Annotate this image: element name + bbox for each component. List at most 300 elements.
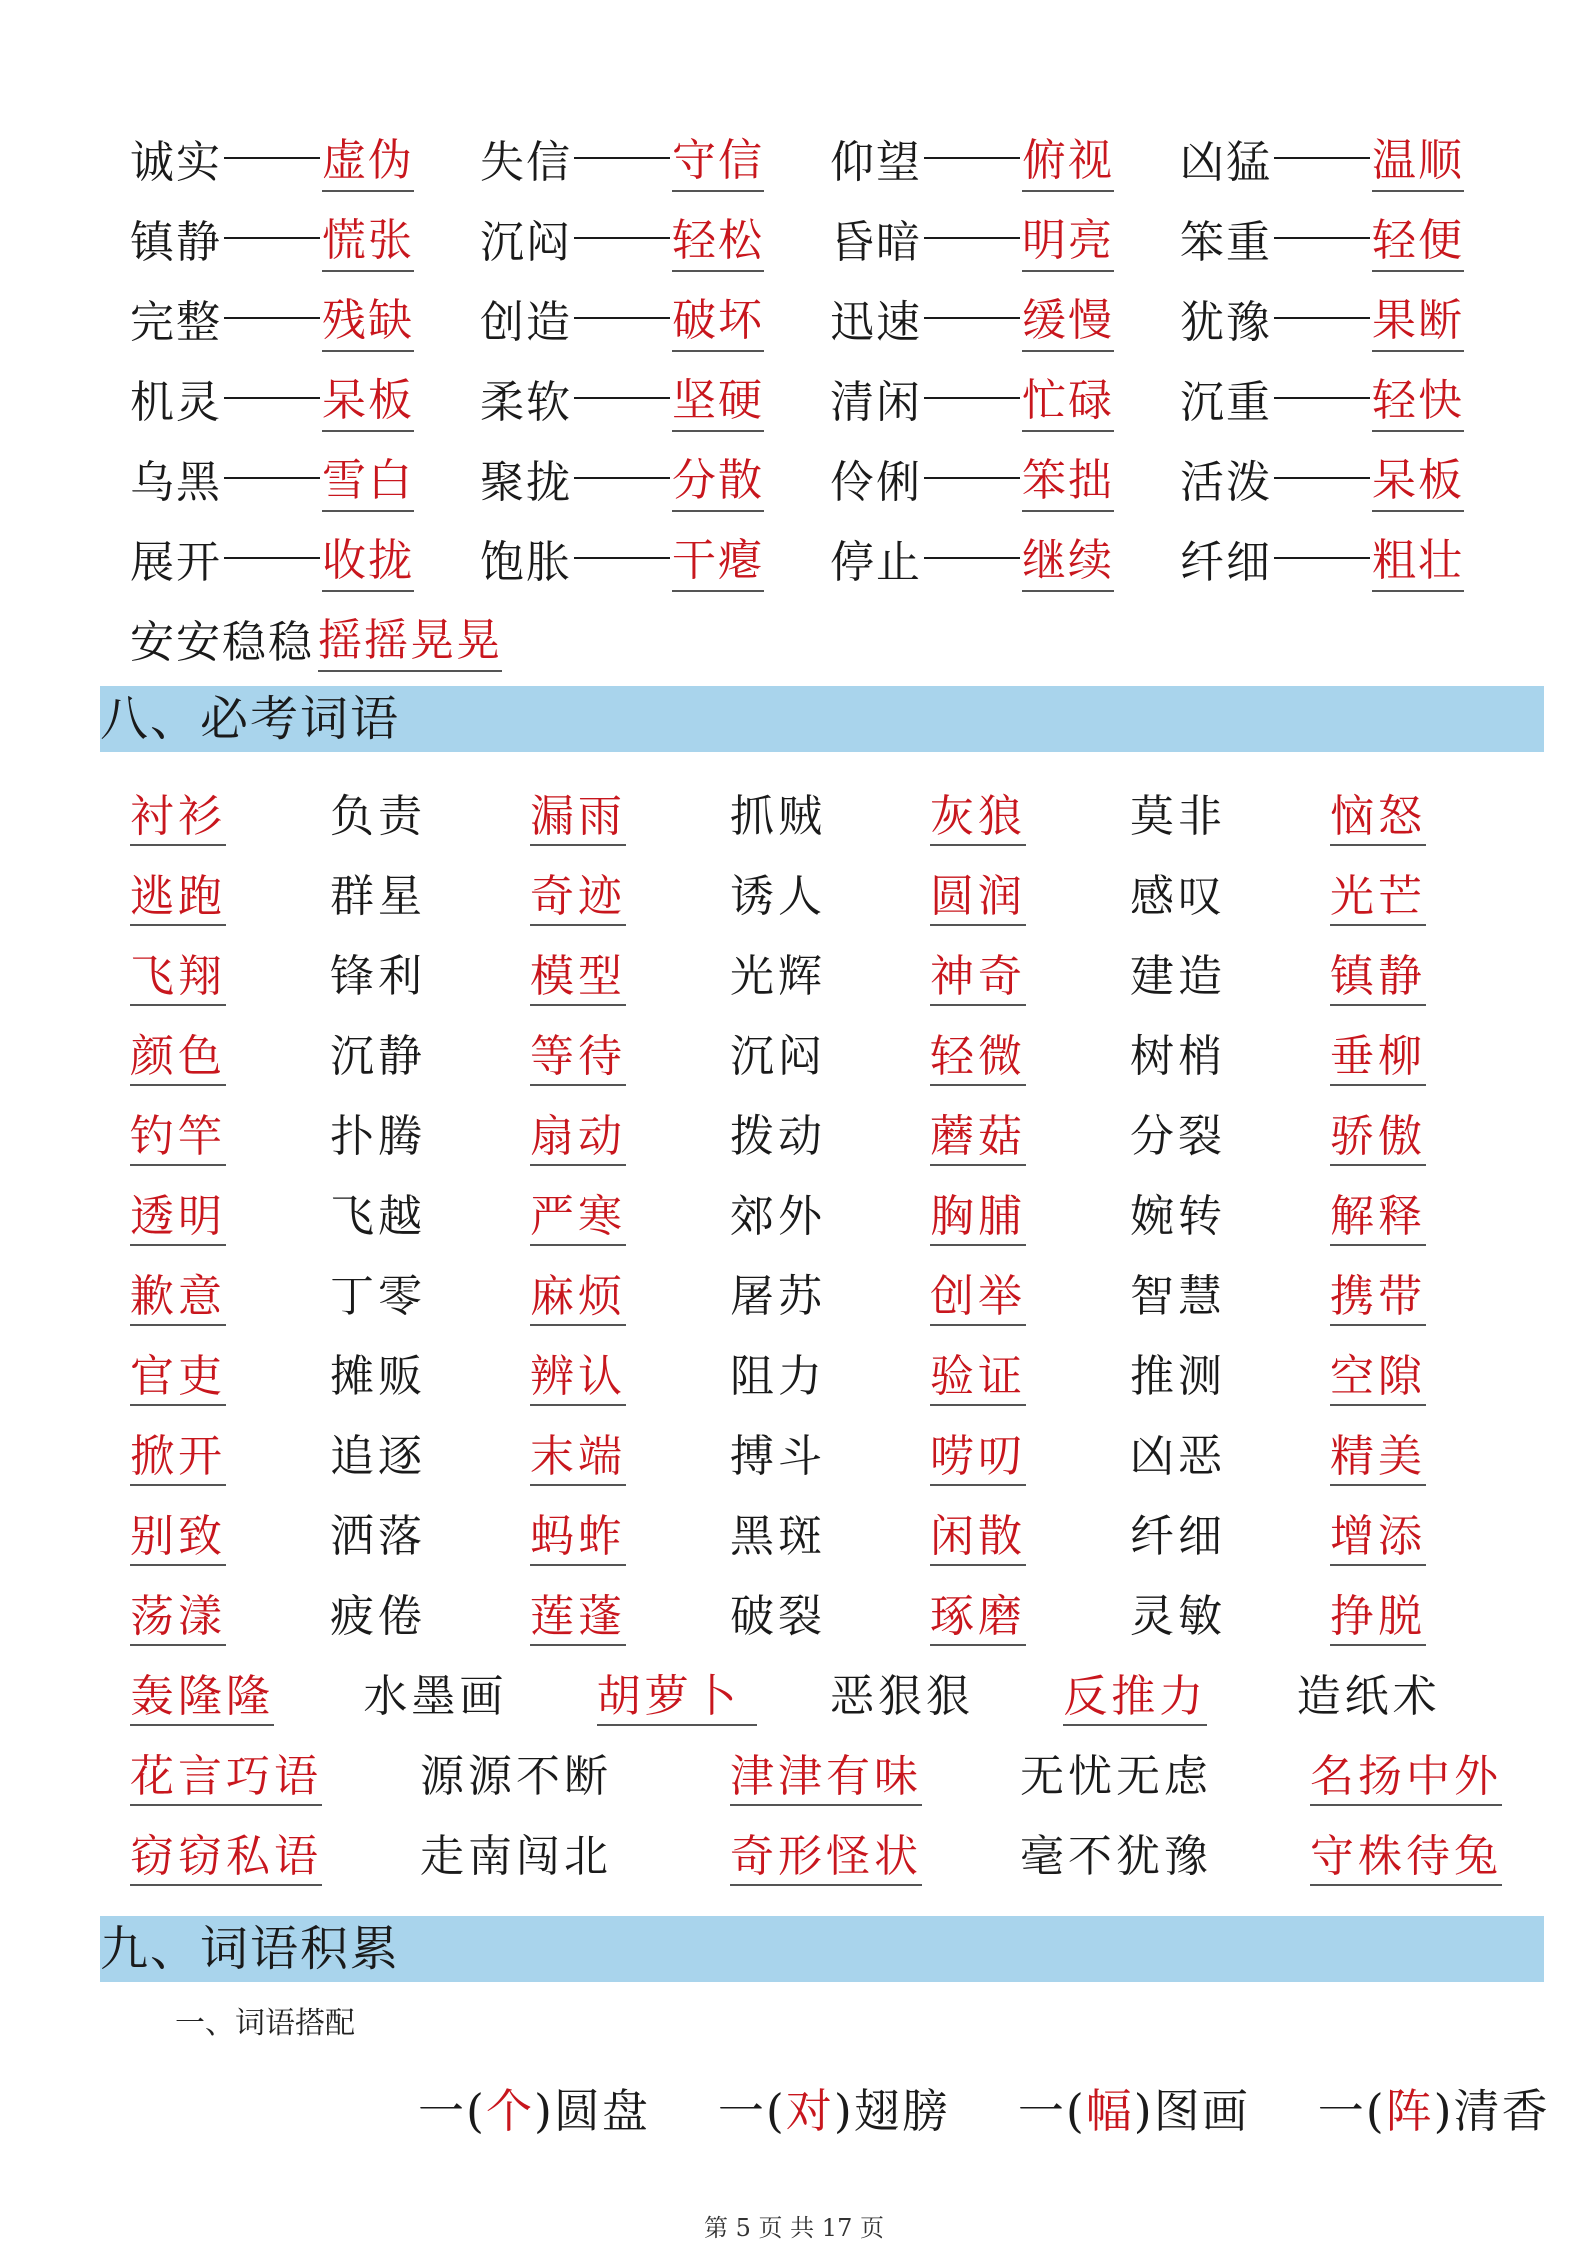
antonym-word: 笨重 xyxy=(1180,217,1272,268)
vocab-cell xyxy=(1330,860,1530,924)
vocab-word-highlight: 严寒 xyxy=(530,1191,626,1246)
vocab-word: 抓贼 xyxy=(730,791,826,842)
antonym-pair xyxy=(480,364,830,432)
antonym-pair xyxy=(830,364,1180,432)
antonym-word: 诚实 xyxy=(130,137,222,188)
dash-line xyxy=(924,317,1020,319)
vocab-word-highlight: 琢磨 xyxy=(930,1591,1026,1646)
vocab-cell xyxy=(330,940,530,1004)
antonym-pair xyxy=(830,524,1180,592)
vocab-word: 恶狠狠 xyxy=(829,1671,974,1722)
antonym-word: 镇静 xyxy=(130,217,222,268)
vocab-word-highlight: 唠叨 xyxy=(930,1431,1026,1486)
vocab-row xyxy=(130,1732,1530,1812)
vocab-row-three-char xyxy=(130,1652,1530,1732)
vocab-cell xyxy=(730,1020,930,1084)
antonym-pair xyxy=(480,204,830,272)
vocab-word-highlight: 携带 xyxy=(1330,1271,1426,1326)
vocab-cell xyxy=(1330,1500,1530,1564)
vocab-cell xyxy=(330,1100,530,1164)
measure-suffix: )清香 xyxy=(1433,2084,1550,2138)
dash-line xyxy=(924,237,1020,239)
antonym-word: 清闲 xyxy=(830,377,922,428)
vocab-cell xyxy=(730,1340,930,1404)
measure-prefix: 一( xyxy=(418,2084,486,2138)
vocab-word: 建造 xyxy=(1130,951,1226,1002)
vocab-word-highlight: 神奇 xyxy=(930,951,1026,1006)
antonym-pair xyxy=(480,444,830,512)
antonym-word: 柔软 xyxy=(480,377,572,428)
antonym-pair xyxy=(480,284,830,352)
antonym-word: 纤细 xyxy=(1180,537,1272,588)
vocab-cell xyxy=(130,1820,420,1884)
vocab-word: 婉转 xyxy=(1130,1191,1226,1242)
vocab-cell xyxy=(1130,780,1330,844)
vocab-word: 疲倦 xyxy=(330,1591,426,1642)
antonym-answer: 分散 xyxy=(672,444,764,512)
antonym-pair xyxy=(130,604,502,672)
vocab-word: 走南闯北 xyxy=(420,1831,612,1882)
dash-line xyxy=(574,237,670,239)
antonym-pair xyxy=(1180,444,1530,512)
antonym-pair xyxy=(1180,124,1530,192)
vocab-word: 负责 xyxy=(330,791,426,842)
vocab-word-highlight: 蘑菇 xyxy=(930,1111,1026,1166)
section-8-title: 八、必考词语 xyxy=(100,691,401,747)
vocab-cell xyxy=(1130,1340,1330,1404)
vocab-word-highlight: 奇形怪状 xyxy=(730,1831,922,1886)
dash-line xyxy=(574,317,670,319)
antonym-word: 停止 xyxy=(830,537,922,588)
vocab-word: 水墨画 xyxy=(363,1671,508,1722)
vocab-cell xyxy=(130,1260,330,1324)
vocab-cell xyxy=(930,1500,1130,1564)
vocab-word-highlight: 莲蓬 xyxy=(530,1591,626,1646)
antonym-row xyxy=(130,278,1530,358)
vocab-word: 造纸术 xyxy=(1296,1671,1441,1722)
vocab-word: 智慧 xyxy=(1130,1271,1226,1322)
antonym-word: 凶猛 xyxy=(1180,137,1272,188)
antonym-pair xyxy=(830,284,1180,352)
vocab-word: 树梢 xyxy=(1130,1031,1226,1082)
vocab-cell xyxy=(530,1340,730,1404)
antonym-pair xyxy=(830,444,1180,512)
vocab-cell xyxy=(730,780,930,844)
antonym-answer: 轻便 xyxy=(1372,204,1464,272)
vocab-cell xyxy=(130,1500,330,1564)
measure-phrase xyxy=(1018,2075,1250,2141)
dash-line xyxy=(1274,557,1370,559)
vocab-word: 源源不断 xyxy=(420,1751,612,1802)
vocab-word-highlight: 挣脱 xyxy=(1330,1591,1426,1646)
vocab-cell xyxy=(130,1100,330,1164)
vocab-word-highlight: 轻微 xyxy=(930,1031,1026,1086)
vocab-word-highlight: 透明 xyxy=(130,1191,226,1246)
dash-line xyxy=(224,237,320,239)
dash-line xyxy=(574,557,670,559)
vocab-cell xyxy=(130,1180,330,1244)
vocab-cell xyxy=(530,1100,730,1164)
antonym-word: 展开 xyxy=(130,537,222,588)
vocab-word: 黑斑 xyxy=(730,1511,826,1562)
vocab-cell xyxy=(730,1420,930,1484)
vocab-word: 拨动 xyxy=(730,1111,826,1162)
vocab-cell xyxy=(1130,1180,1330,1244)
vocab-word-highlight: 模型 xyxy=(530,951,626,1006)
section-9-title: 九、词语积累 xyxy=(100,1921,401,1977)
vocab-cell xyxy=(730,940,930,1004)
vocab-cell xyxy=(1330,1180,1530,1244)
antonym-row xyxy=(130,358,1530,438)
antonym-answer: 忙碌 xyxy=(1022,364,1114,432)
vocab-cell xyxy=(1330,940,1530,1004)
vocab-cell xyxy=(1297,1660,1530,1724)
antonym-answer: 缓慢 xyxy=(1022,284,1114,352)
vocab-word-highlight: 胸脯 xyxy=(930,1191,1026,1246)
antonym-list xyxy=(130,118,1530,678)
vocab-word-highlight: 骄傲 xyxy=(1330,1111,1426,1166)
antonym-row xyxy=(130,598,1530,678)
antonym-pair xyxy=(130,284,480,352)
vocab-cell xyxy=(130,1340,330,1404)
vocab-cell xyxy=(130,1580,330,1644)
vocab-cell xyxy=(730,1260,930,1324)
vocab-word-highlight: 等待 xyxy=(530,1031,626,1086)
vocab-word-highlight: 镇静 xyxy=(1330,951,1426,1006)
vocab-word: 锋利 xyxy=(330,951,426,1002)
vocab-word: 沉闷 xyxy=(730,1031,826,1082)
antonym-answer: 呆板 xyxy=(322,364,414,432)
vocab-cell xyxy=(930,1020,1130,1084)
vocab-word-highlight: 麻烦 xyxy=(530,1271,626,1326)
vocab-cell xyxy=(1310,1820,1530,1884)
vocab-word: 感叹 xyxy=(1130,871,1226,922)
vocab-cell xyxy=(363,1660,596,1724)
vocab-word-highlight: 轰隆隆 xyxy=(130,1671,274,1726)
measure-prefix: 一( xyxy=(1317,2084,1386,2138)
vocab-cell xyxy=(1130,1580,1330,1644)
vocab-word-highlight: 闲散 xyxy=(930,1511,1026,1566)
antonym-pair xyxy=(130,444,480,512)
vocab-cell xyxy=(1330,1100,1530,1164)
vocab-cell xyxy=(1130,860,1330,924)
antonym-answer: 笨拙 xyxy=(1022,444,1114,512)
vocab-word-highlight: 验证 xyxy=(930,1351,1026,1406)
vocab-word: 洒落 xyxy=(330,1511,426,1562)
vocab-word: 推测 xyxy=(1130,1351,1226,1402)
antonym-answer: 俯视 xyxy=(1022,124,1114,192)
vocab-row xyxy=(130,852,1530,932)
vocab-word-highlight: 蚂蚱 xyxy=(530,1511,626,1566)
measure-suffix: )图画 xyxy=(1133,2084,1250,2138)
vocab-row xyxy=(130,1012,1530,1092)
vocab-cell xyxy=(1330,1340,1530,1404)
vocab-word: 丁零 xyxy=(330,1271,426,1322)
vocab-word: 分裂 xyxy=(1130,1111,1226,1162)
vocab-word-highlight: 飞翔 xyxy=(130,951,226,1006)
vocab-cell xyxy=(530,1500,730,1564)
measure-suffix: )翅膀 xyxy=(833,2084,950,2138)
vocab-word-highlight: 别致 xyxy=(130,1511,226,1566)
vocab-word: 追逐 xyxy=(330,1431,426,1482)
antonym-pair xyxy=(1180,364,1530,432)
antonym-answer: 坚硬 xyxy=(672,364,764,432)
antonym-word: 饱胀 xyxy=(480,537,572,588)
antonym-pair xyxy=(1180,284,1530,352)
vocab-cell xyxy=(930,1420,1130,1484)
dash-line xyxy=(224,557,320,559)
page-footer: 第 5 页 共 17 页 xyxy=(704,2214,884,2242)
dash-line xyxy=(574,477,670,479)
antonym-word: 活泼 xyxy=(1180,457,1272,508)
antonym-row xyxy=(130,198,1530,278)
measure-prefix: 一( xyxy=(717,2084,786,2138)
vocab-word: 无忧无虑 xyxy=(1020,1751,1212,1802)
antonym-answer: 干瘪 xyxy=(672,524,764,592)
antonym-answer: 轻松 xyxy=(672,204,764,272)
dash-line xyxy=(574,157,670,159)
vocab-cell xyxy=(730,1500,930,1564)
vocab-cell xyxy=(420,1740,730,1804)
vocab-grid-two-char xyxy=(130,772,1530,1652)
dash-line xyxy=(224,397,320,399)
vocab-cell xyxy=(930,1260,1130,1324)
antonym-pair xyxy=(1180,524,1530,592)
vocab-cell xyxy=(930,780,1130,844)
vocab-word-highlight: 恼怒 xyxy=(1330,791,1426,846)
vocab-cell xyxy=(930,940,1130,1004)
measure-prefix: 一( xyxy=(1017,2084,1086,2138)
section-8-header xyxy=(100,686,1544,752)
antonym-word: 安安稳稳 xyxy=(130,617,314,668)
vocab-cell xyxy=(130,1740,420,1804)
vocab-cell xyxy=(1020,1740,1310,1804)
dash-line xyxy=(924,477,1020,479)
measure-phrase xyxy=(718,2075,950,2141)
vocab-word: 莫非 xyxy=(1130,791,1226,842)
vocab-word-highlight: 逃跑 xyxy=(130,871,226,926)
antonym-pair xyxy=(130,364,480,432)
vocab-row xyxy=(130,1492,1530,1572)
antonym-word: 乌黑 xyxy=(130,457,222,508)
vocab-word-highlight: 窃窃私语 xyxy=(130,1831,322,1886)
vocab-cell xyxy=(530,1420,730,1484)
vocab-word-highlight: 解释 xyxy=(1330,1191,1426,1246)
vocab-word-highlight: 创举 xyxy=(930,1271,1026,1326)
antonym-word: 沉闷 xyxy=(480,217,572,268)
antonym-answer: 残缺 xyxy=(322,284,414,352)
vocab-word-highlight: 歉意 xyxy=(130,1271,226,1326)
vocab-cell xyxy=(730,1100,930,1164)
vocab-word-highlight: 光芒 xyxy=(1330,871,1426,926)
vocab-word-highlight: 花言巧语 xyxy=(130,1751,322,1806)
vocab-cell xyxy=(330,1580,530,1644)
vocab-cell xyxy=(330,1180,530,1244)
vocab-cell xyxy=(1130,1100,1330,1164)
vocab-row xyxy=(130,772,1530,852)
antonym-pair xyxy=(830,124,1180,192)
vocab-cell xyxy=(330,780,530,844)
vocab-cell xyxy=(1130,940,1330,1004)
measure-answer: 幅 xyxy=(1085,2084,1134,2138)
vocab-word-highlight: 津津有味 xyxy=(730,1751,922,1806)
vocab-cell xyxy=(1330,780,1530,844)
vocab-cell xyxy=(930,1340,1130,1404)
measure-word-row xyxy=(418,2075,1588,2141)
vocab-cell xyxy=(330,1340,530,1404)
vocab-word: 搏斗 xyxy=(730,1431,826,1482)
vocab-row xyxy=(130,1812,1530,1892)
vocab-cell xyxy=(930,1580,1130,1644)
vocab-word-highlight: 掀开 xyxy=(130,1431,226,1486)
dash-line xyxy=(924,397,1020,399)
dash-line xyxy=(224,477,320,479)
vocab-word: 破裂 xyxy=(730,1591,826,1642)
vocab-cell xyxy=(130,1660,363,1724)
vocab-grid-four-char xyxy=(130,1732,1530,1892)
vocab-cell xyxy=(530,1020,730,1084)
dash-line xyxy=(1274,397,1370,399)
antonym-answer: 破坏 xyxy=(672,284,764,352)
antonym-answer: 明亮 xyxy=(1022,204,1114,272)
vocab-word-highlight: 钓竿 xyxy=(130,1111,226,1166)
vocab-cell xyxy=(1330,1580,1530,1644)
vocab-cell xyxy=(330,1260,530,1324)
antonym-word: 仰望 xyxy=(830,137,922,188)
vocab-word: 凶恶 xyxy=(1130,1431,1226,1482)
vocab-word-highlight: 荡漾 xyxy=(130,1591,226,1646)
vocab-word: 纤细 xyxy=(1130,1511,1226,1562)
vocab-word: 摊贩 xyxy=(330,1351,426,1402)
antonym-word: 迅速 xyxy=(830,297,922,348)
vocab-cell xyxy=(530,1260,730,1324)
antonym-word: 伶俐 xyxy=(830,457,922,508)
vocab-row xyxy=(130,1332,1530,1412)
antonym-word: 机灵 xyxy=(130,377,222,428)
vocab-word: 诱人 xyxy=(730,871,826,922)
vocab-cell xyxy=(830,1660,1063,1724)
dash-line xyxy=(224,157,320,159)
vocab-cell xyxy=(1063,1660,1296,1724)
dash-line xyxy=(1274,317,1370,319)
subsection-heading: 一、词语搭配 xyxy=(175,2006,355,2041)
vocab-word-highlight: 颜色 xyxy=(130,1031,226,1086)
vocab-word-highlight: 增添 xyxy=(1330,1511,1426,1566)
antonym-row xyxy=(130,518,1530,598)
vocab-cell xyxy=(130,1020,330,1084)
vocab-row xyxy=(130,932,1530,1012)
vocab-word: 屠苏 xyxy=(730,1271,826,1322)
vocab-cell xyxy=(130,1420,330,1484)
antonym-pair xyxy=(480,124,830,192)
antonym-answer: 温顺 xyxy=(1372,124,1464,192)
vocab-cell xyxy=(530,1580,730,1644)
antonym-pair xyxy=(130,524,480,592)
section-9-header xyxy=(100,1916,1544,1982)
antonym-word: 完整 xyxy=(130,297,222,348)
antonym-word: 聚拢 xyxy=(480,457,572,508)
vocab-word-highlight: 灰狼 xyxy=(930,791,1026,846)
measure-suffix: )圆盘 xyxy=(533,2084,650,2138)
vocab-cell xyxy=(1130,1020,1330,1084)
vocab-row xyxy=(130,1652,1530,1732)
vocab-word: 沉静 xyxy=(330,1031,426,1082)
vocab-cell xyxy=(330,860,530,924)
vocab-word-highlight: 辨认 xyxy=(530,1351,626,1406)
vocab-word-highlight: 名扬中外 xyxy=(1310,1751,1502,1806)
antonym-answer: 虚伪 xyxy=(322,124,414,192)
vocab-word: 郊外 xyxy=(730,1191,826,1242)
dash-line xyxy=(924,557,1020,559)
vocab-row xyxy=(130,1412,1530,1492)
measure-phrase xyxy=(418,2075,650,2141)
dash-line xyxy=(1274,237,1370,239)
dash-line xyxy=(924,157,1020,159)
vocab-cell xyxy=(130,860,330,924)
antonym-answer: 继续 xyxy=(1022,524,1114,592)
vocab-cell xyxy=(1310,1740,1530,1804)
vocab-cell xyxy=(730,1740,1020,1804)
antonym-answer: 守信 xyxy=(672,124,764,192)
vocab-cell xyxy=(930,860,1130,924)
vocab-row xyxy=(130,1172,1530,1252)
vocab-cell xyxy=(420,1820,730,1884)
antonym-answer: 粗壮 xyxy=(1372,524,1464,592)
vocab-word: 光辉 xyxy=(730,951,826,1002)
vocab-cell xyxy=(930,1100,1130,1164)
vocab-cell xyxy=(530,1180,730,1244)
vocab-cell xyxy=(330,1500,530,1564)
vocab-cell xyxy=(330,1420,530,1484)
antonym-answer: 雪白 xyxy=(322,444,414,512)
vocab-cell xyxy=(1130,1420,1330,1484)
vocab-word-highlight: 衬衫 xyxy=(130,791,226,846)
antonym-pair xyxy=(480,524,830,592)
vocab-cell xyxy=(330,1020,530,1084)
vocab-word: 飞越 xyxy=(330,1191,426,1242)
vocab-word: 毫不犹豫 xyxy=(1020,1831,1212,1882)
vocab-cell xyxy=(1330,1020,1530,1084)
vocab-cell xyxy=(1130,1260,1330,1324)
antonym-pair xyxy=(830,204,1180,272)
antonym-word: 创造 xyxy=(480,297,572,348)
dash-line xyxy=(1274,157,1370,159)
vocab-cell xyxy=(530,940,730,1004)
vocab-word-highlight: 胡萝卜 xyxy=(597,1671,757,1726)
vocab-row xyxy=(130,1252,1530,1332)
vocab-word: 扑腾 xyxy=(330,1111,426,1162)
antonym-row xyxy=(130,438,1530,518)
vocab-cell xyxy=(530,780,730,844)
vocab-word-highlight: 精美 xyxy=(1330,1431,1426,1486)
vocab-word-highlight: 扇动 xyxy=(530,1111,626,1166)
antonym-answer: 摇摇晃晃 xyxy=(318,604,502,672)
vocab-row xyxy=(130,1572,1530,1652)
vocab-cell xyxy=(730,1820,1020,1884)
vocab-word: 阻力 xyxy=(730,1351,826,1402)
dash-line xyxy=(1274,477,1370,479)
vocab-cell xyxy=(1020,1820,1310,1884)
vocab-word-highlight: 圆润 xyxy=(930,871,1026,926)
antonym-word: 昏暗 xyxy=(830,217,922,268)
antonym-pair xyxy=(130,124,480,192)
dash-line xyxy=(224,317,320,319)
antonym-answer: 呆板 xyxy=(1372,444,1464,512)
vocab-cell xyxy=(1130,1500,1330,1564)
vocab-cell xyxy=(530,860,730,924)
measure-phrase xyxy=(1318,2075,1550,2141)
vocab-cell xyxy=(130,780,330,844)
